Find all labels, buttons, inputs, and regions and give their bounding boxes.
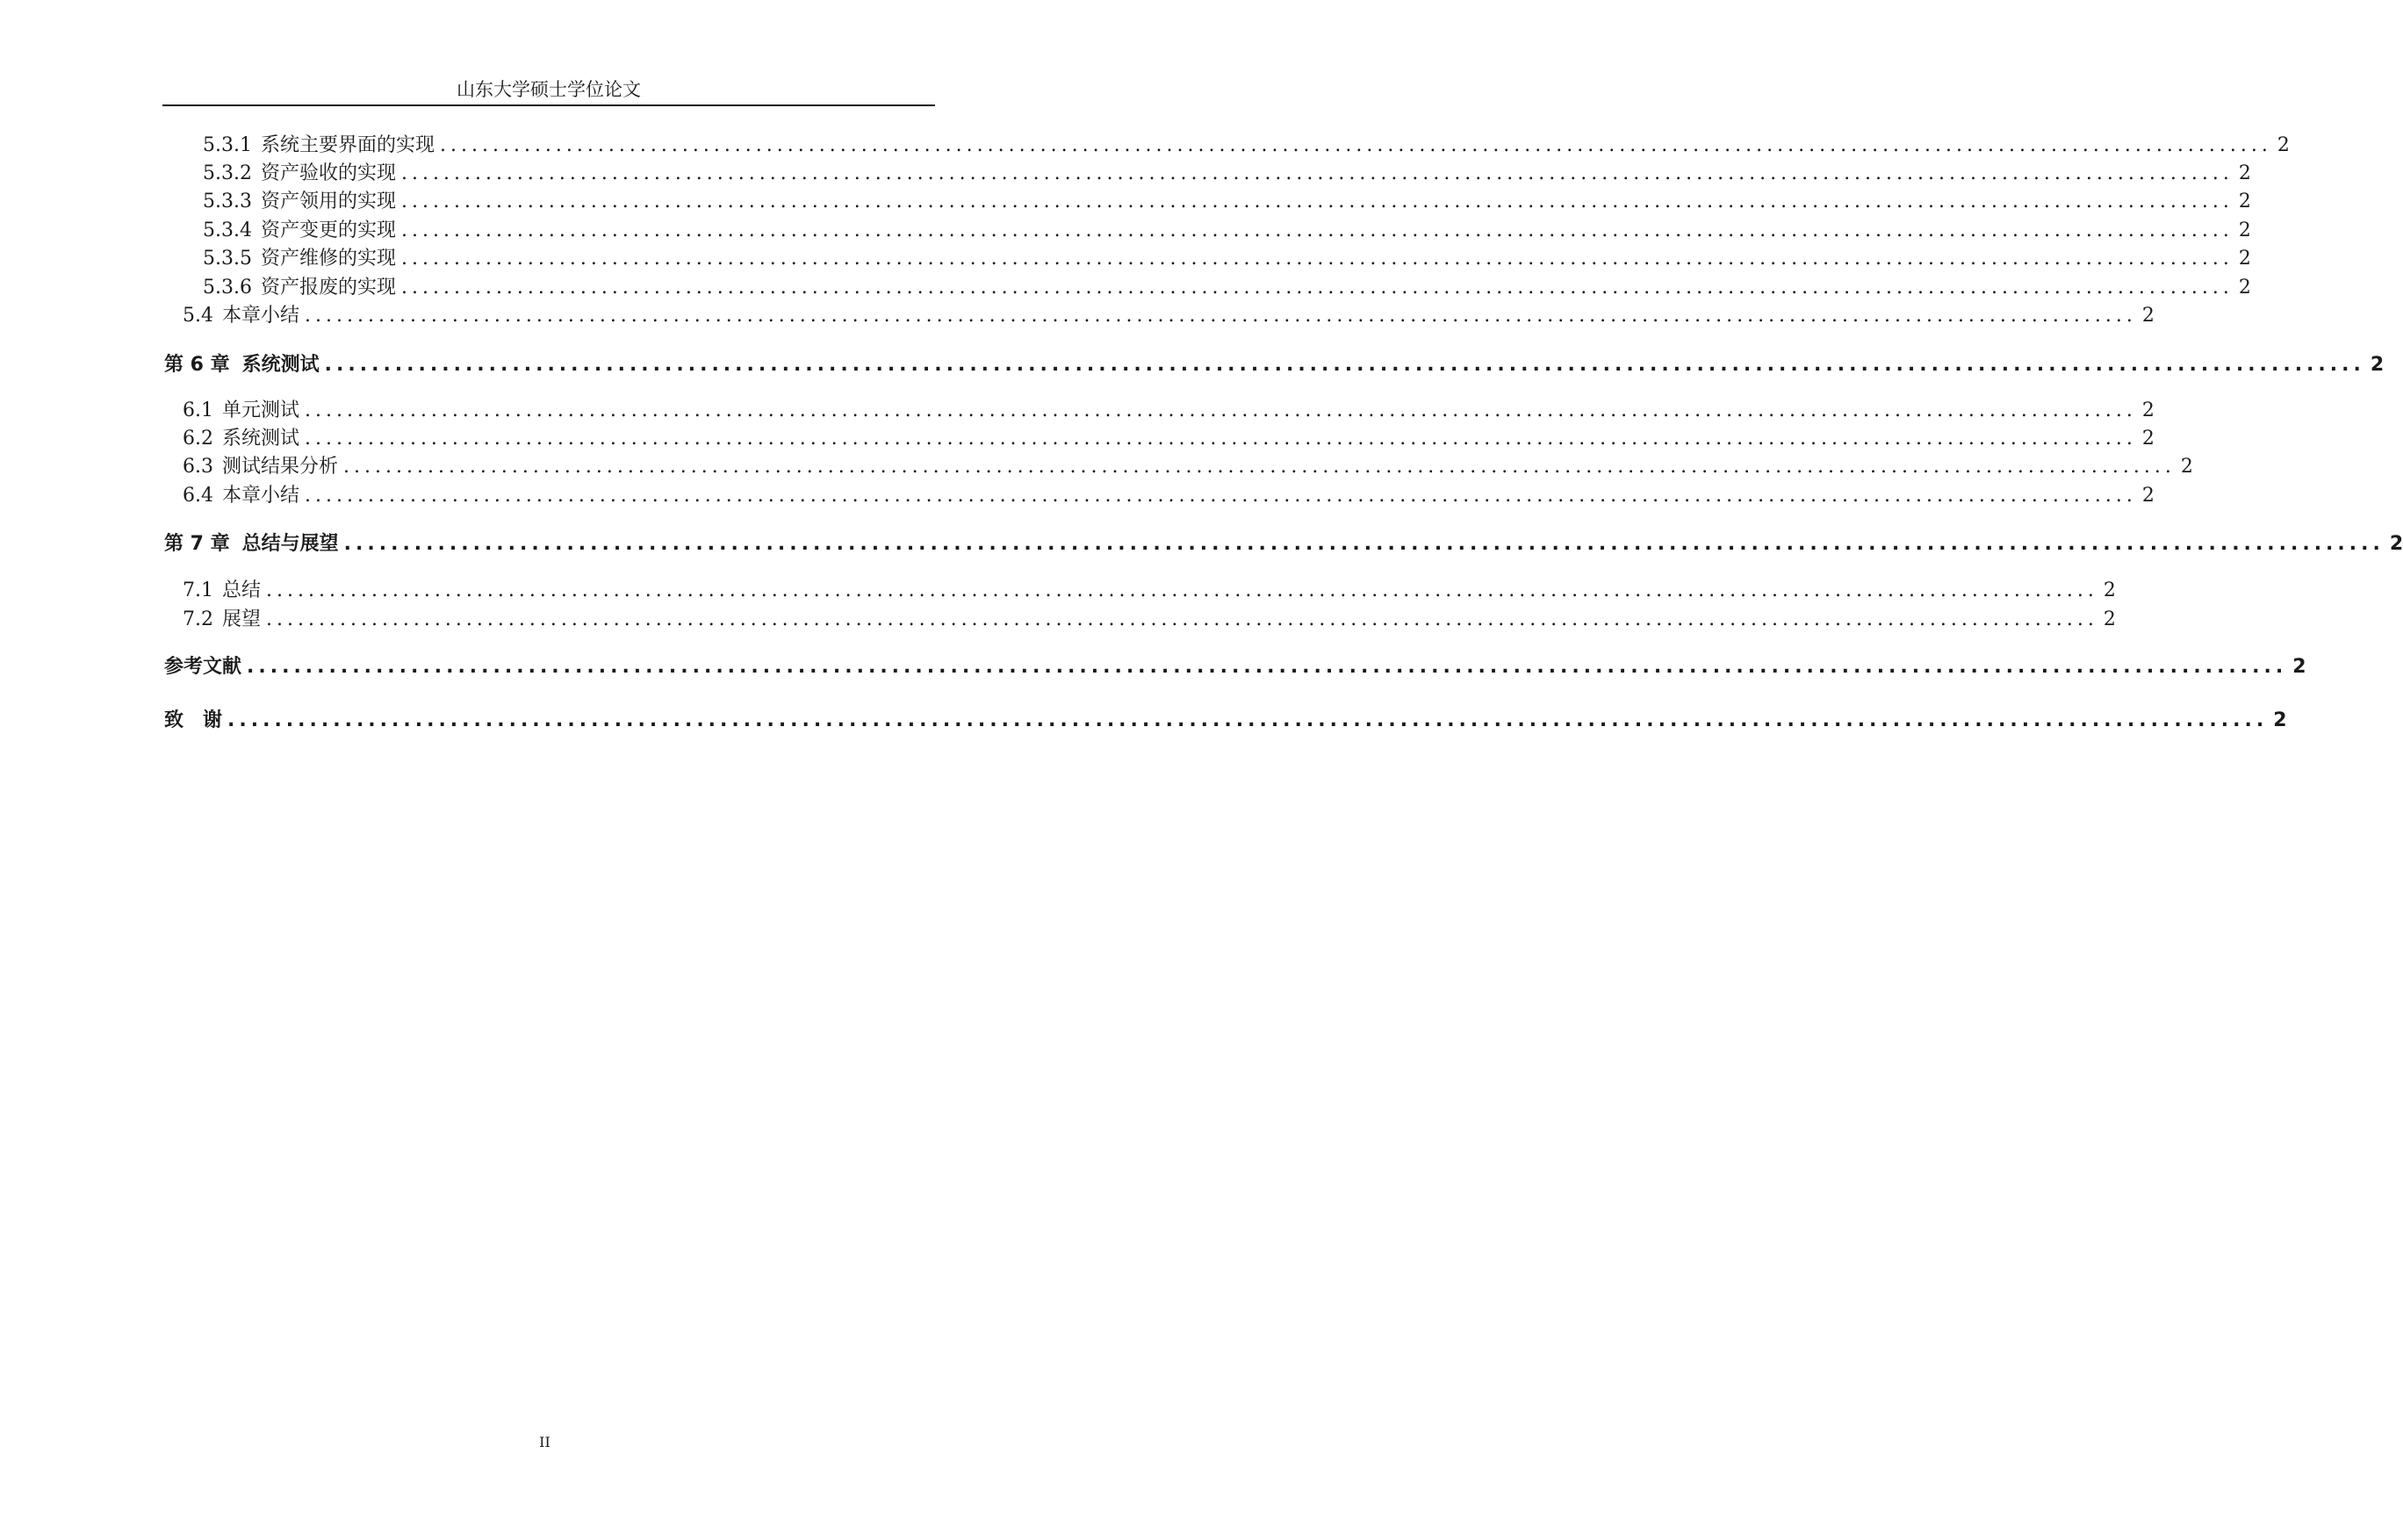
toc-entry-page: 2 — [2141, 428, 2155, 450]
toc-entry-number: 7.1 — [183, 579, 213, 601]
toc-entry-number: 5.3.1 — [203, 134, 252, 156]
toc-leader-dots: .............................................................................................................................................................................. — [305, 485, 2137, 507]
toc-entry[interactable] — [0, 162, 2251, 186]
toc-chapter-number: 第 7 章 — [164, 533, 230, 555]
toc-entry-title: 系统测试 — [222, 428, 300, 450]
header-rule — [162, 104, 935, 106]
toc-leader-dots: .............................................................................................................................................................................. — [227, 709, 2269, 731]
toc-entry-page: 2 — [2141, 485, 2155, 507]
toc-chapter-entry[interactable] — [0, 531, 2403, 558]
toc-leader-dots: .............................................................................................................................................................................. — [343, 533, 2385, 555]
toc-references-page: 2 — [2292, 656, 2306, 678]
toc-entry-number: 5.3.5 — [203, 248, 252, 270]
toc-entry-number: 6.2 — [183, 428, 213, 450]
toc-entry[interactable] — [0, 190, 2251, 214]
toc-chapter-entry[interactable] — [0, 352, 2385, 378]
toc-leader-dots: .............................................................................................................................................................................. — [247, 656, 2288, 678]
toc-leader-dots: .............................................................................................................................................................................. — [324, 354, 2365, 376]
toc-entry-title: 单元测试 — [222, 399, 300, 421]
page-number: II — [539, 1434, 550, 1450]
toc-entry-title: 资产验收的实现 — [260, 162, 396, 184]
toc-entry[interactable] — [0, 455, 2193, 479]
toc-leader-dots: .............................................................................................................................................................................. — [266, 579, 2098, 601]
toc-entry-title: 展望 — [222, 608, 262, 630]
toc-chapter-page: 2 — [2370, 354, 2385, 376]
toc-acknowledgements-title: 致 谢 — [164, 709, 223, 731]
toc-entry-number: 5.3.2 — [203, 162, 252, 184]
toc-entry-number: 5.3.6 — [203, 277, 252, 299]
toc-entry-number: 5.3.4 — [203, 219, 252, 241]
toc-leader-dots: .............................................................................................................................................................................. — [305, 305, 2137, 327]
toc-entry[interactable] — [0, 276, 2251, 300]
toc-entry-title: 系统主要界面的实现 — [260, 134, 435, 156]
toc-entry-page: 2 — [2277, 134, 2290, 156]
toc-entry-page: 2 — [2103, 608, 2116, 630]
toc-leader-dots: .............................................................................................................................................................................. — [266, 608, 2098, 630]
toc-entry-title: 资产报废的实现 — [260, 277, 396, 299]
toc-entry[interactable] — [0, 608, 2116, 632]
toc-chapter-title: 总结与展望 — [241, 533, 339, 555]
toc-entry-title: 资产维修的实现 — [260, 248, 396, 270]
toc-leader-dots: .............................................................................................................................................................................. — [305, 399, 2137, 421]
toc-entry[interactable] — [0, 579, 2116, 603]
toc-entry-number: 6.3 — [183, 456, 213, 478]
toc-references-title: 参考文献 — [164, 656, 242, 678]
toc-chapter-page: 2 — [2389, 533, 2403, 555]
toc-leader-dots: .............................................................................................................................................................................. — [401, 219, 2234, 241]
toc-entry-title: 本章小结 — [222, 485, 300, 507]
toc-leader-dots: .............................................................................................................................................................................. — [343, 456, 2176, 478]
toc-entry[interactable] — [0, 427, 2155, 451]
toc-leader-dots: .............................................................................................................................................................................. — [401, 191, 2234, 212]
toc-entry-number: 7.2 — [183, 608, 213, 630]
toc-entry-page: 2 — [2238, 248, 2251, 270]
toc-entry[interactable] — [0, 219, 2251, 243]
toc-leader-dots: .............................................................................................................................................................................. — [401, 277, 2234, 299]
toc-entry-page: 2 — [2141, 399, 2155, 421]
toc-entry-number: 5.4 — [183, 305, 213, 327]
toc-entry-number: 6.4 — [183, 485, 213, 507]
toc-entry[interactable] — [0, 247, 2251, 271]
toc-entry-number: 5.3.3 — [203, 191, 252, 212]
toc-entry-page: 2 — [2180, 456, 2193, 478]
toc-leader-dots: .............................................................................................................................................................................. — [401, 248, 2234, 270]
toc-entry-title: 资产变更的实现 — [260, 219, 396, 241]
toc-leader-dots: .............................................................................................................................................................................. — [440, 134, 2272, 156]
toc-chapter-title: 系统测试 — [241, 354, 320, 376]
toc-entry-title: 总结 — [222, 579, 262, 601]
toc-entry-page: 2 — [2238, 162, 2251, 184]
toc-acknowledgements-entry[interactable] — [0, 708, 2287, 734]
toc-entry-page: 2 — [2238, 277, 2251, 299]
toc-entry-page: 2 — [2141, 305, 2155, 327]
toc-entry[interactable] — [0, 133, 2290, 158]
toc-entry[interactable] — [0, 484, 2155, 508]
toc-entry[interactable] — [0, 399, 2155, 423]
toc-acknowledgements-page: 2 — [2273, 709, 2287, 731]
toc-entry[interactable] — [0, 304, 2155, 328]
toc-entry-page: 2 — [2103, 579, 2116, 601]
running-header: 山东大学硕士学位论文 — [457, 79, 641, 100]
toc-leader-dots: .............................................................................................................................................................................. — [305, 428, 2137, 450]
toc-entry-number: 6.1 — [183, 399, 213, 421]
toc-chapter-number: 第 6 章 — [164, 354, 230, 376]
toc-entry-title: 资产领用的实现 — [260, 191, 396, 212]
toc-entry-page: 2 — [2238, 191, 2251, 212]
toc-entry-title: 本章小结 — [222, 305, 300, 327]
toc-entry-title: 测试结果分析 — [222, 456, 339, 478]
toc-leader-dots: .............................................................................................................................................................................. — [401, 162, 2234, 184]
toc-entry-page: 2 — [2238, 219, 2251, 241]
toc-references-entry[interactable] — [0, 654, 2306, 680]
